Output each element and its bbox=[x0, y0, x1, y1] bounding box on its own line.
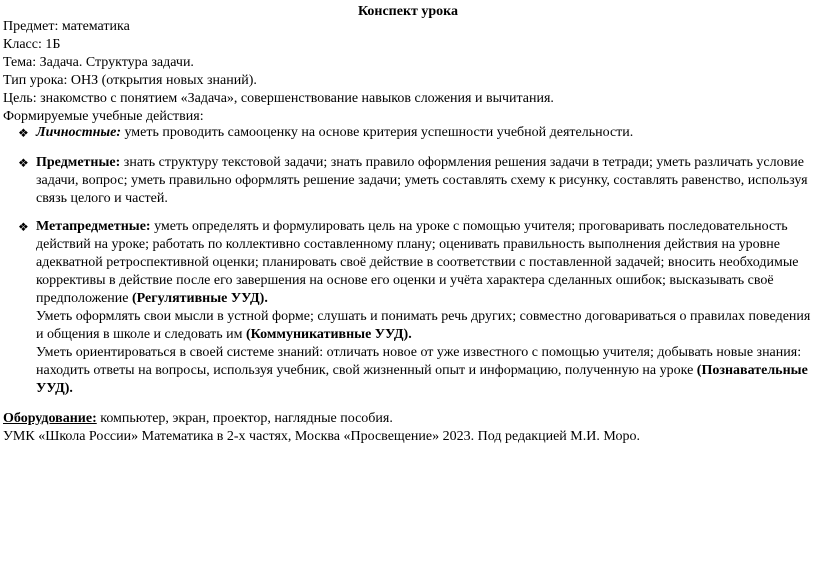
subject-skills-line-1 bbox=[36, 154, 804, 172]
communicative-line-1: Уметь оформлять свои мысли в устной форме; слушать и понимать речь других; совместно договариваться о правилах поведения bbox=[36, 309, 811, 324]
meta-skills-text-5: предположение bbox=[36, 291, 132, 306]
topic-line: Тема: Задача. Структура задачи. bbox=[3, 55, 194, 70]
meta-skills-line-2: действий на уроке; работать по коллективно составленному плану; оценивать правильность выполнения действия на уровне bbox=[36, 237, 780, 252]
subject-skills-label: Предметные: bbox=[36, 155, 121, 170]
equipment-label: Оборудование: bbox=[3, 411, 97, 426]
personal-label: Личностные: bbox=[36, 125, 121, 140]
regulative-label: (Регулятивные УУД). bbox=[132, 291, 268, 306]
communicative-line-2 bbox=[36, 326, 412, 344]
cognitive-line-2 bbox=[36, 362, 808, 380]
diamond-bullet-icon: ❖ bbox=[18, 156, 29, 170]
cognitive-text-2: находить ответы на вопросы, используя учебник, свой жизненный опыт и информацию, полученную на уроке bbox=[36, 363, 697, 378]
equipment-line bbox=[3, 410, 393, 428]
equipment-text: компьютер, экран, проектор, наглядные пособия. bbox=[96, 411, 393, 426]
cognitive-label: (Познавательные bbox=[696, 363, 808, 378]
meta-skills-label: Метапредметные: bbox=[36, 219, 151, 234]
meta-skills-line-1 bbox=[36, 218, 788, 236]
skills-heading: Формируемые учебные действия: bbox=[3, 109, 204, 124]
meta-skills-text-1: уметь определять и формулировать цель на уроке с помощью учителя; проговаривать последовательность bbox=[150, 219, 788, 234]
meta-skills-line-5 bbox=[36, 290, 268, 308]
subject-skills-line-3: связь целого и частей. bbox=[36, 191, 168, 206]
cognitive-line-1: Уметь ориентироваться в своей системе знаний: отличать новое от уже известного с помощью учителя; добывать новые знания: bbox=[36, 345, 802, 360]
subject-skills-line-2: задачи, вопрос; уметь правильно оформлять решение задачи; уметь составлять схему к рисунку, составлять равенство, используя bbox=[36, 173, 808, 188]
communicative-label: (Коммуникативные УУД). bbox=[246, 327, 412, 342]
diamond-bullet-icon: ❖ bbox=[18, 220, 29, 234]
subject-skills-text-1: знать структуру текстовой задачи; знать правило оформления решения задачи в тетради; уметь различать условие bbox=[120, 155, 804, 170]
document-title: Конспект урока bbox=[357, 4, 459, 19]
meta-skills-line-4: коррективы в действие после его завершения на основе его оценки и учёта характера сделанных ошибок; высказывать своё bbox=[36, 273, 774, 288]
personal-skills bbox=[36, 124, 633, 142]
umk-line: УМК «Школа России» Математика в 2-х частях, Москва «Просвещение» 2023. Под редакцией М.И. Моро. bbox=[3, 429, 640, 444]
goal-line: Цель: знакомство с понятием «Задача», совершенствование навыков сложения и вычитания. bbox=[3, 91, 554, 106]
lesson-type-line: Тип урока: ОНЗ (открытия новых знаний). bbox=[3, 73, 257, 88]
subject-line: Предмет: математика bbox=[3, 19, 130, 34]
cognitive-line-3: УУД). bbox=[36, 381, 73, 396]
grade-line: Класс: 1Б bbox=[3, 37, 61, 52]
diamond-bullet-icon: ❖ bbox=[18, 126, 29, 140]
personal-text: уметь проводить самооценку на основе критерия успешности учебной деятельности. bbox=[120, 125, 634, 140]
communicative-text-2: и общения в школе и следовать им bbox=[36, 327, 247, 342]
meta-skills-line-3: адекватной ретроспективной оценки; планировать своё действие в соответствии с поставленной задачей; вносить необходимые bbox=[36, 255, 799, 270]
